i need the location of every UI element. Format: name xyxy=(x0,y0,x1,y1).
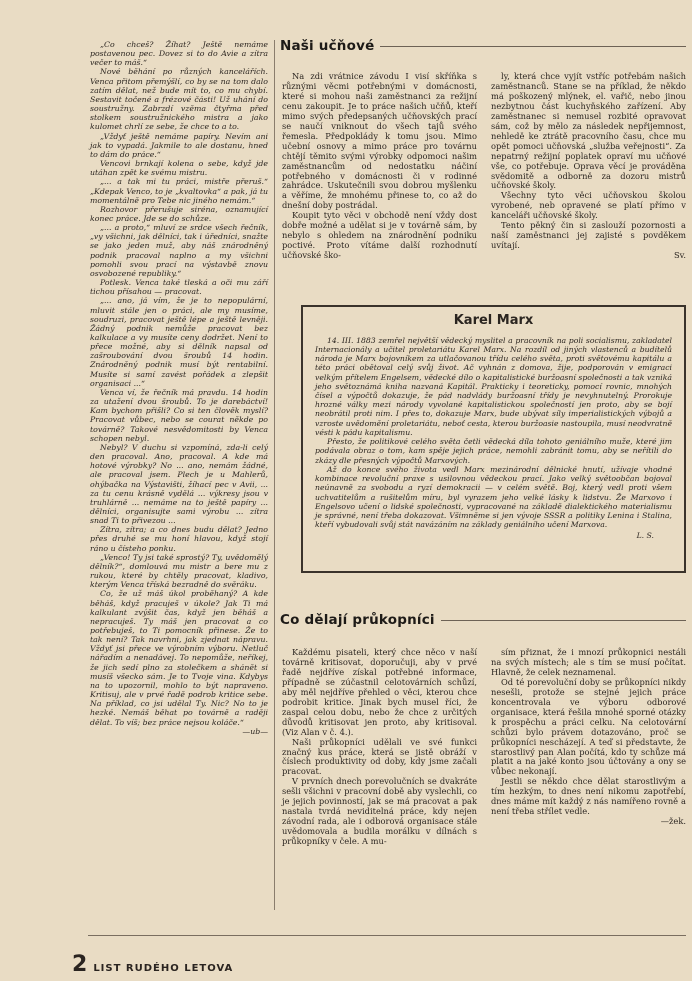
page-number: 2 xyxy=(72,952,88,977)
marx-title: Karel Marx xyxy=(453,313,534,328)
story-paragraph: „... a tak mi tu práci, mistře přeruš.“ „Kdepak Venco, to je „kvaltovka“ a pak, já tu momentálně pro Tebe nic jiného nemám.“ xyxy=(90,177,268,205)
section-header-ucnove xyxy=(280,38,686,54)
column-divider xyxy=(274,40,275,910)
article-paragraph: Tento pěkný čin si zaslouží pozornosti a naší zaměstnanci jej zajisté s povděkem uvítají. xyxy=(491,220,686,251)
section-title: Naši učňové xyxy=(280,38,375,54)
story-signature: —ub— xyxy=(242,726,268,736)
article-paragraph: Koupit tyto věci v obchodě není vždy dost dobře možné a udělat si je v továrně sám, by nebylo s ohledem na znárodnění podniku poctivé. Proto vítáme další rozhodnutí učňovské ško- xyxy=(282,210,477,261)
marx-signature: L. S. xyxy=(636,530,654,540)
marx-paragraph: Přesto, že politikové celého světa četli vědecká díla tohoto geniálního muže, které jim podávala obraz o tom, kam spěje jejich práce, nemohli zabránit tomu, aby se neřítili do zkázy dle přesných výpočtů Marxových. xyxy=(315,437,672,465)
marx-box xyxy=(301,305,686,573)
story-paragraph: Nebyl? V duchu si vzpomíná, zda-li celý den pracoval. Ano, pracoval. A kde má hotové výrobky? No ... ano, nemám žádné, ale pracoval jsem. Plech je u Mahlerů, ohýbačka na Výstavišti, žíhací pec v Avii, ... za tu cenu krásně vydělá ... výkresy jsou v truhlárně ... nemáme na to ještě papíry ... dělníci, organisujte sami výrobu ... zítra snad Ti to přivezou ... xyxy=(90,442,268,526)
article-paragraph: Na zdi vrátnice závodu I visí skříňka s různými věcmi potřebnými v domácnosti, které si mohou naši zaměstnanci za režijní cenu zakoupit. Je to práce našich učňů, kteří mimo svých předepsaných učňovských prací se naučí vniknout do všech tajů svého řemesla. Předpoklády k tomu jsou. Mimo učební osnovy a mimo práce pro továrnu chtějí těmito svými výrobky odpomoci našim zaměstnancům od nedostatku náčiní potřebného v domácnosti či v rodinné zahrádce. Uskutečnili svou dobrou myšlenku a věříme, že mnohému přinese to, co až do dnešní doby postrádal. xyxy=(282,71,477,211)
article-prukopnici xyxy=(282,648,686,847)
article-column xyxy=(282,72,477,261)
article-signature: —žek. xyxy=(660,816,686,827)
section-title: Co dělají průkopníci xyxy=(280,612,435,628)
article-paragraph: sím přiznat, že i mnozí průkopnici nestáli na svých místech; ale s tím se musí počítat. Hlavně, že celek neznamenal. xyxy=(491,647,686,677)
page-footer xyxy=(72,952,233,977)
article-paragraph: Každému pisateli, který chce něco v naší továrně kritisovat, doporučuji, aby v prvé řadě nejdříve získal potřebné informace, případně se zúčastnil celotovárních schůzí, aby měl nejdříve přehled o věci, kterou chce podrobit kritice. Jinak bych musel říci, že zaspal celou dobu, nebo že chce z určitých důvodů kritisovat jen proto, aby kritisoval. (Viz Alan v č. 4.). xyxy=(282,647,477,737)
article-paragraph: V prvních dnech porevolučních se dvakráte sešli všichni v pracovní době aby vyslechli, co je jejich povinností, jak se má pracovat a pak nastala tvrdá neviditelná práce, kdy nejen závodní rada, ale i odborová organisace stále uvědomovala a budila morálku v dílnách s průkopníky v čele. A mu- xyxy=(282,776,477,847)
article-paragraph: Od té porevoluční doby se průkopníci nikdy nesešli, protože se stejné jejich práce koncentrovala ve výboru odborové organisace, která řešila mnohé sporné otázky k prospěchu a práci celku. Na celotovární schůzi bylo právem dotazováno, proč se průkopníci nescházejí. A teď si představte, že starostlivý pan Alan počítá, kdo ty schůze má platit a na jaké konto jsou účtovány a ony se vůbec nekonají. xyxy=(491,676,686,777)
article-ucnove xyxy=(282,72,686,261)
article-column xyxy=(491,648,686,847)
story-paragraph: Venca ví, že řečník má pravdu. 14 hodin za utažení dvou šroubů. To je darebáctví! Kam bychom přišli? Co si ten člověk myslí? Pracovat vůbec, nebo se courat někde po továrně? Takové nesvědomitosti by Venca schopen nebyl. xyxy=(90,387,268,443)
article-column xyxy=(491,72,686,261)
article-paragraph: Všechny tyto věci učňovskou školou vyrobené, neb opravené se platí přímo v kanceláři učňovské školy. xyxy=(491,190,686,221)
story-paragraph: „... ano, já vím, že je to nepopulární, mluvit stále jen o práci, ale my musíme, soudruzi, pracovat ještě lépe a ještě levněji. Žádný podnik nemůže pracovat bez kalkulace a vy musíte ceny dodržet. Není to přece možné, aby si dělník napsal od zašroubování dvou šroubů 14 hodin. Znárodněný podnik musí být rentabilní. Musíte si samí zavést pořádek a zlepšit organisaci ...“ xyxy=(90,296,268,388)
story-paragraph: „... a proto,“ mluví ze srdce všech řečník, „vy všichni, jak dělníci, tak i úředníci, snažte se jako jeden muž, aby náš znárodněný podnik pracoval naplno a my všichni pomohli svou prací na výstavbě znovu osvobozené republiky.“ xyxy=(90,223,268,278)
story-paragraph: Potlesk. Venca také tleská a oči mu září tichou přísahou — pracovat. xyxy=(90,278,268,297)
story-paragraph: „Vždyť ještě nemáme papíry. Nevím ani jak to vypadá. Jakmile to ale dostanu, hned to dám do práce.“ xyxy=(90,131,268,159)
article-paragraph: Jestli se někdo chce dělat starostlivým a tím hezkým, to dnes není nikomu zapotřebí, dnes máme mít každý z nás namířeno rovně a není třeba střílet vedle. xyxy=(491,776,686,817)
story-column xyxy=(90,40,268,736)
heading-rule xyxy=(441,620,686,621)
footer-rule xyxy=(88,935,686,936)
marx-paragraph: Až do konce svého života vedl Marx mezinárodní dělnické hnutí, užívaje vhodné kombinace revoluční praxe s usilovnou vědeckou prací. Jako velký světoobčan bojoval neúnavně za svobodu a ryzí demokracii — v celém světě. Boj, který vedl proti všem uchvatitelům a rušitelům míru, byl vyrazem jeho velké lásky k lidstvu. Že Marxovo i Engelsovo učení o lidské společnosti, vypracované na základě dialektického materialismu je správné, není třeba dokazovat. Všimněme si jen vývoje SSSR a politiky Lenina i Stalina, kteří vybudovali svůj stát navázáním na základy geniálního učení Marxova. xyxy=(315,464,672,530)
story-paragraph: „Venco! Ty jsi také sprostý? Ty, uvědomělý dělník?“, domlouvá mu mistr a bere mu z rukou, které by chtěly pracovat, kladivo, kterým Venca tříská bezradně do svěráku. xyxy=(90,552,268,590)
article-paragraph: ly, která chce vyjít vstříc potřebám našich zaměstnanců. Stane se na příklad, že někdo má poškozený mlýnek, el. vařič, nebo jinou nezbytnou část kuchyňského zařízení. Aby zaměstnanec si nemusel rozbité opravovat sám, což by mělo za následek nepřijemnost, nehledě ke ztrátě pracovního času, chce mu opět pomoci učňovská „služba veřejnosti“. Za nepatrný režijní poplatek opraví mu učňové vše, co potřebuje. Oprava věcí je prováděna svědomitě a odborně za dozoru mistrů učňovské školy. xyxy=(491,71,686,191)
article-signature: Sv. xyxy=(673,250,686,261)
section-header-prukopnici xyxy=(280,612,686,628)
story-paragraph: „Co chceš? Žíhat? Ještě nemáme postavenou pec. Dovez si to do Avie a zítra večer to máš.“ xyxy=(90,40,268,68)
publication-name: LIST RUDÉHO LETOVA xyxy=(93,963,234,974)
story-paragraph: Rozhovor přerušuje siréna, oznamující konec práce. Jde se do schůze. xyxy=(90,204,268,223)
story-paragraph: Zítra, zítra; a co dnes budu dělat? Jedno přes druhé se mu honí hlavou, když stojí ráno u čísteho ponku. xyxy=(90,525,268,553)
heading-rule xyxy=(380,46,686,47)
story-paragraph: Vencovi brnkají kolena o sebe, když jde utáhan zpět ke svému mistru. xyxy=(90,159,268,178)
article-column xyxy=(282,648,477,847)
article-paragraph: Naši průkopníci udělali ve své funkci značný kus práce, která se jistě obráží v číslech produktivity od doby, kdy jsme začali pracovat. xyxy=(282,736,477,777)
marx-paragraph: 14. III. 1883 zemřel největší vědecký myslitel a pracovník na poli socialismu, zakladatel Internacionály a učitel proletariátu Karel Marx. Na rozdíl od jiných vlastenců a budítelů národa je Marx bojovníkem za utlačovanou třídu celého světa, proti světovému kapitálu a této práci obětoval celý svůj život. Ač vyhnán z domova, žije, podporován v emigraci velkým přítelem Engelsem, vědecké dílo o kapitalistické buržoasní společnosti a tak vzniká jeho světoznámá kniha nazvaná Kapitál. Prakticky i teoreticky, pomocí rovnic, mnohých čísel a výpočtů dokazuje, že pád nadvlády buržoasní třídy je nevyhnutelný. Prorokuje hrozné války mezi národy vyvolané kapitalistickou společností jen proto, aby se bojí neobrátil proti nim. I přes to, dokazuje Marx, bude ubývat síly imperialistických výbojů a vzroste uvědomění proletariátu, neboť cesta, kterou buržoasie nastoupila, musí neodvratně vésti k pádu kapitalismu. xyxy=(315,335,672,437)
story-paragraph: Nové běhání po různých kancelářích. Venca přitom přemýšlí, co by se na tom dalo zatím dělat, než bude mít to, co mu chybí. Sestavit točené a frézové části! Už uhání do soustružny. Zabrzdí vzěma čtyřma před stolkem soustružnického mistra a jako kulomet chrlí ze sebe, že chce to a to. xyxy=(90,67,268,132)
story-paragraph: Co, že už máš úkol proběhaný? A kde běháš, když pracuješ v úkole? Jak Ti má kalkulant zvýšit čas, když jen běháš a nepracuješ. Ty máš jen pracovat a co potřebuješ, to Ti pomocník přinese. Že to tak není? Tak navrhni, jak zjednat nápravu. Vždyť jsi přece ve výrobním výboru. Netluč nářadím a nenadávej. To nepomůže, neříkej, že jich sedí plno za stolečkem a shánět si musíš všecko sám. Je to Tvoje vina. Kdybys na to upozornil, mohlo to být napraveno. Kritisuj, ale v prvé řadě podrob kritice sebe. Na příklad, co jsi udělal Ty. Nic? No to je hezké. Nemáš běhat po továrně a raději dělat. To víš; bez práce nejsou koláče.“ xyxy=(90,589,268,727)
